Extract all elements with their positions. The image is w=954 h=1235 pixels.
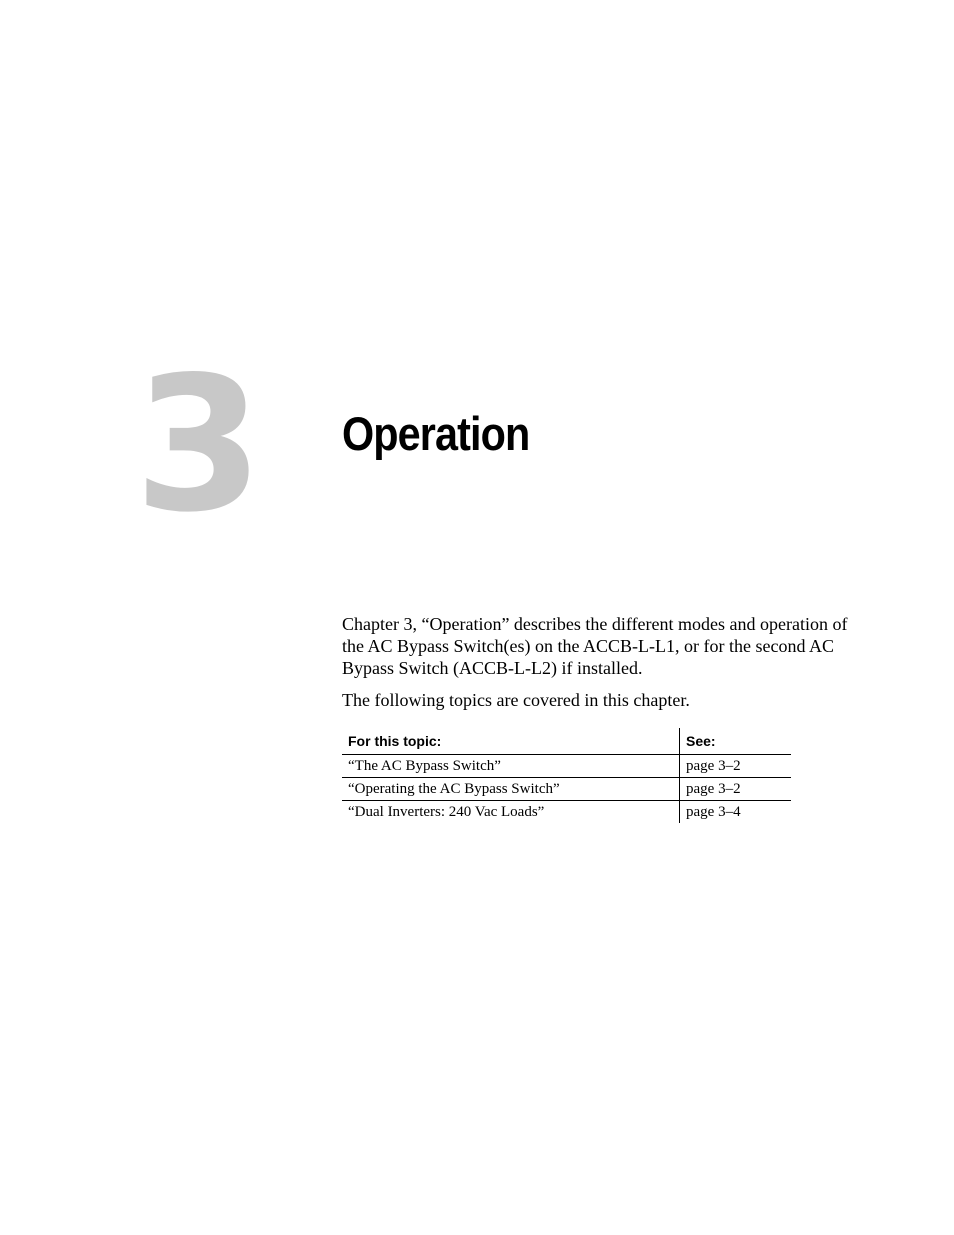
chapter-title: Operation	[342, 407, 530, 460]
intro-paragraph: Chapter 3, “Operation” describes the different modes and operation of the AC Bypass Switch(es) on the ACCB-L-L1, or for the second AC Bypass Switch (ACCB-L-L2) if installed.	[342, 614, 848, 678]
topics-table-header-row	[342, 728, 791, 755]
header-see: See:	[680, 728, 792, 755]
topic-cell[interactable]: “The AC Bypass Switch”	[342, 755, 680, 778]
table-row	[342, 778, 791, 801]
header-topic: For this topic:	[342, 728, 680, 755]
page-ref-cell[interactable]: page 3–2	[680, 778, 792, 801]
page-ref-cell[interactable]: page 3–2	[680, 755, 792, 778]
topics-table	[342, 728, 791, 823]
page-ref-cell[interactable]: page 3–4	[680, 801, 792, 824]
chapter-number: 3	[134, 336, 260, 553]
topics-lead-text: The following topics are covered in this chapter.	[342, 690, 690, 710]
table-row	[342, 755, 791, 778]
topic-cell[interactable]: “Operating the AC Bypass Switch”	[342, 778, 680, 801]
topic-cell[interactable]: “Dual Inverters: 240 Vac Loads”	[348, 803, 545, 820]
table-row	[342, 801, 791, 824]
